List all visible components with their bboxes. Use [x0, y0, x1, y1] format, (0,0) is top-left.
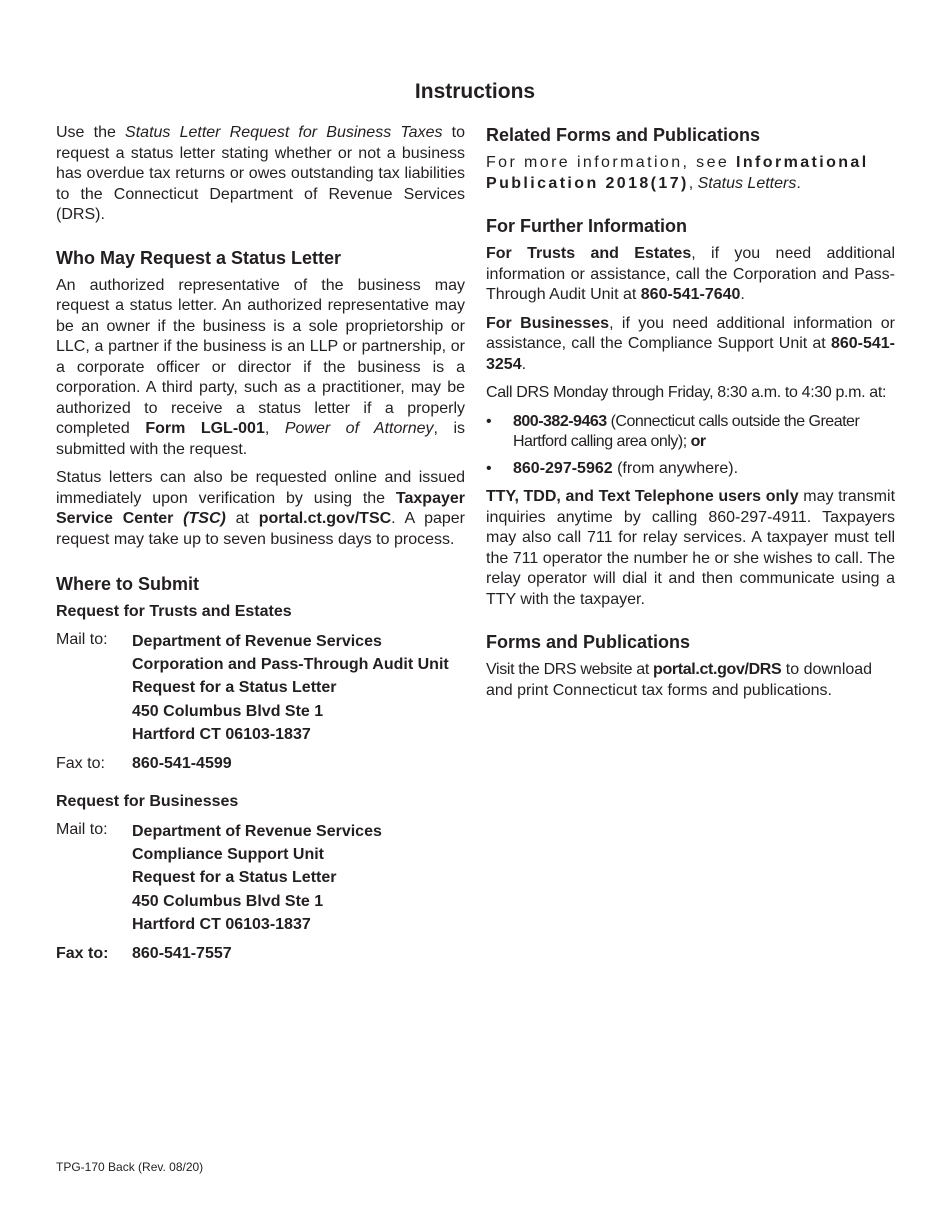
who-p2-end: . A paper request may take up to seven business days to process. — [56, 510, 465, 548]
submit-heading: Where to Submit — [56, 574, 199, 594]
address-line: Department of Revenue Services — [132, 633, 382, 650]
tty-paragraph — [486, 487, 895, 610]
address-line: Hartford CT 06103-1837 — [132, 725, 311, 743]
address-line: Department of Revenue Services — [132, 823, 382, 841]
who-paragraph-1 — [56, 276, 465, 461]
trusts-contact-paragraph — [486, 244, 895, 306]
who-p2-at: at — [225, 510, 259, 527]
trusts-mail-row — [56, 630, 465, 746]
address-line: 450 Columbus Blvd Ste 1 — [132, 702, 324, 720]
address-line: Corporation and Pass-Through Audit Unit — [132, 656, 449, 674]
business-subheading: Request for Businesses — [56, 793, 239, 811]
phone-note: (from anywhere). — [612, 459, 739, 477]
trusts-fax-row — [56, 754, 465, 774]
business-mail-address — [132, 820, 382, 936]
trusts-contact-text: , if you need additional information or assistance, call the Corporation and Pass-Through Audit Unit at — [486, 245, 895, 303]
right-column — [486, 123, 895, 709]
further-heading: For Further Information — [486, 216, 687, 236]
who-p1-text: An authorized representative of the business may request a status letter. An authorized representative may be an owner if the business is a sole proprietorship or LLC, a partner if the business is an LLP or partnership, or a corporate officer or director if the business is a corporation. A third party, such as a practitioner, may be authorized to receive a status letter if a properly completed — [56, 276, 465, 437]
form-lgl-001: Form LGL-001 — [145, 420, 265, 437]
related-paragraph — [486, 153, 895, 194]
business-phone: 860-541-3254 — [486, 335, 895, 373]
tsc-link[interactable]: portal.ct.gov/TSC — [258, 510, 392, 527]
business-contact-end: . — [521, 355, 527, 373]
intro-text: Use the — [56, 124, 126, 141]
trusts-subheading: Request for Trusts and Estates — [56, 603, 292, 620]
trusts-mail-address — [132, 630, 449, 746]
address-line: 450 Columbus Blvd Ste 1 — [132, 892, 324, 910]
related-text: For more information, see — [486, 154, 737, 171]
who-p1-sep: , — [264, 420, 285, 437]
intro-paragraph — [56, 123, 465, 226]
phone-number: 860-297-5962 — [513, 459, 613, 477]
business-fax-row — [56, 944, 465, 964]
list-item-text — [513, 412, 895, 453]
related-end: . — [796, 174, 801, 192]
forms-text: Visit the DRS website at — [486, 661, 654, 678]
business-fax-label: Fax to: — [56, 945, 109, 963]
bullet-icon: • — [486, 459, 492, 477]
trusts-fax-label: Fax to: — [56, 755, 105, 773]
left-column — [56, 123, 465, 972]
address-line: Hartford CT 06103-1837 — [132, 915, 311, 933]
list-item — [486, 412, 895, 453]
business-contact-text: , if you need additional information or assistance, call the Compliance Support Unit at — [486, 314, 895, 352]
trusts-label: For Trusts and Estates — [486, 245, 692, 262]
forms-text-end: to download and print Connecticut tax forms and publications. — [486, 661, 873, 699]
phone-number: 800-382-9463 — [513, 412, 607, 430]
phone-list — [486, 412, 895, 480]
trusts-phone: 860-541-7640 — [640, 286, 741, 303]
intro-text-end: to request a status letter stating whether or not a business has overdue tax returns or owes outstanding tax liabilities to the Connecticut Department of Revenue Services (DRS). — [56, 124, 465, 223]
business-contact-paragraph — [486, 314, 895, 376]
tsc-abbr: (TSC) — [183, 510, 226, 527]
form-footer: TPG-170 Back (Rev. 08/20) — [56, 1160, 204, 1174]
who-p1-end: , is submitted with the request. — [56, 420, 466, 458]
who-heading: Who May Request a Status Letter — [56, 247, 342, 268]
call-hours: Call DRS Monday through Friday, 8:30 a.m. to 4:30 p.m. at: — [486, 384, 887, 401]
trusts-fax-number: 860-541-4599 — [132, 755, 232, 773]
address-line: Request for a Status Letter — [132, 679, 337, 697]
list-item — [486, 459, 895, 480]
business-mail-row — [56, 820, 465, 936]
who-p2-text: Status letters can also be requested online and issued immediately upon verification by using the — [56, 469, 465, 507]
publication-title: Status Letters — [697, 174, 797, 192]
power-of-attorney: Power of Attorney — [284, 420, 434, 437]
business-label: For Businesses — [486, 314, 610, 332]
intro-form-name: Status Letter Request for Business Taxes — [125, 124, 443, 141]
trusts-contact-end: . — [740, 286, 745, 303]
tty-label: TTY, TDD, and Text Telephone users only — [486, 488, 799, 505]
list-item-text — [513, 459, 738, 480]
who-paragraph-2 — [56, 468, 465, 550]
tsc-name: Taxpayer Service Center — [56, 489, 465, 527]
address-line: Compliance Support Unit — [132, 846, 324, 864]
or-word: or — [690, 433, 706, 450]
forms-heading: Forms and Publications — [486, 632, 691, 652]
bullet-icon: • — [486, 412, 492, 430]
address-line: Request for a Status Letter — [132, 869, 337, 887]
business-fax-number: 860-541-7557 — [132, 945, 232, 963]
related-sep: , — [688, 174, 698, 192]
trusts-mail-label: Mail to: — [56, 631, 108, 648]
phone-note: (Connecticut calls outside the Greater Hartford calling area only); — [513, 412, 860, 450]
publication-name: Informational Publication 2018(17) — [486, 154, 869, 192]
forms-paragraph — [486, 660, 895, 701]
page-title: Instructions — [414, 80, 536, 103]
business-mail-label: Mail to: — [56, 821, 108, 839]
drs-link[interactable]: portal.ct.gov/DRS — [653, 661, 782, 678]
related-heading: Related Forms and Publications — [486, 125, 761, 145]
tty-text: may transmit inquiries anytime by calling 860-297-4911. Taxpayers may also call 711 for relay services. A taxpayer must tell the 711 operator the number he or she wishes to call. The relay operator will dial it and then communicate using a TTY with the taxpayer. — [486, 488, 896, 608]
